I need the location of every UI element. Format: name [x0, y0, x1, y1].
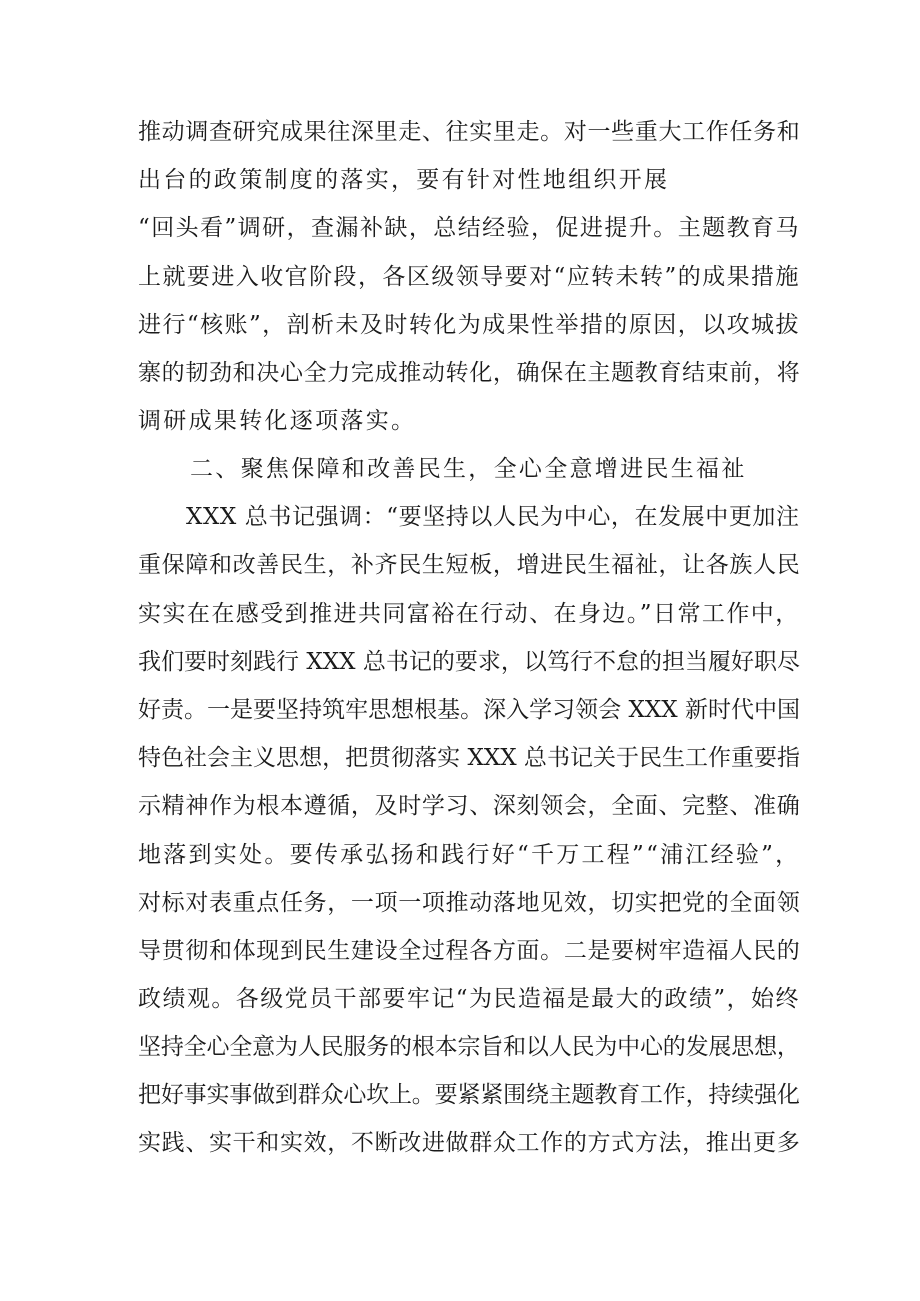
paragraph-line: 出台的政策制度的落实，要有针对性地组织开展: [138, 167, 670, 193]
paragraph-line: 重保障和改善民生，补齐民生短板，增进民生福祉，让各族人民: [138, 552, 801, 578]
paragraph-line: 地落到实处。要传承弘扬和践行好“千万工程”“浦江经验”，: [138, 842, 801, 868]
paragraph-line: 对标对表重点任务，一项一项推动落地见效，切实把党的全面领: [138, 890, 801, 916]
paragraph-line: 我们要时刻践行 XXX 总书记的要求，以笃行不怠的担当履好职尽: [138, 649, 801, 675]
paragraph-line: 政绩观。各级党员干部要牢记“为民造福是最大的政绩”，始终: [138, 986, 800, 1012]
paragraph-line: “回头看”调研，查漏补缺，总结经验，促进提升。主题教育马: [138, 215, 800, 241]
paragraph-line: 进行“核账”，剖析未及时转化为成果性举措的原因，以攻城拔: [138, 312, 800, 338]
paragraph-line: 示精神作为根本遵循，及时学习、深刻领会，全面、完整、准确: [138, 793, 801, 819]
paragraph-line: 好责。一是要坚持筑牢思想根基。深入学习领会 XXX 新时代中国: [138, 697, 801, 723]
section-heading: 二、聚焦保障和改善民生，全心全意增进民生福祉: [190, 456, 747, 482]
paragraph-line: 特色社会主义思想，把贯彻落实 XXX 总书记关于民生工作重要指: [138, 745, 801, 771]
paragraph-line: 导贯彻和体现到民生建设全过程各方面。二是要树牢造福人民的: [138, 938, 801, 964]
paragraph-line: XXX 总书记强调：“要坚持以人民为中心，在发展中更加注: [186, 504, 800, 530]
paragraph-line: 调研成果转化逐项落实。: [138, 408, 417, 434]
paragraph-line: 实实在在感受到推进共同富裕在行动、在身边。”日常工作中，: [138, 601, 800, 627]
paragraph-line: 上就要进入收官阶段，各区级领导要对“应转未转”的成果措施: [138, 264, 800, 290]
paragraph-line: 实践、实干和实效，不断改进做群众工作的方式方法，推出更多: [138, 1130, 801, 1156]
paragraph-line: 推动调查研究成果往深里走、往实里走。对一些重大工作任务和: [138, 119, 801, 145]
paragraph-line: 寨的韧劲和决心全力完成推动转化，确保在主题教育结束前，将: [138, 360, 801, 386]
paragraph-line: 把好事实事做到群众心坎上。要紧紧围绕主题教育工作，持续强化: [138, 1082, 800, 1108]
paragraph-line: 坚持全心全意为人民服务的根本宗旨和以人民为中心的发展思想，: [138, 1034, 800, 1060]
